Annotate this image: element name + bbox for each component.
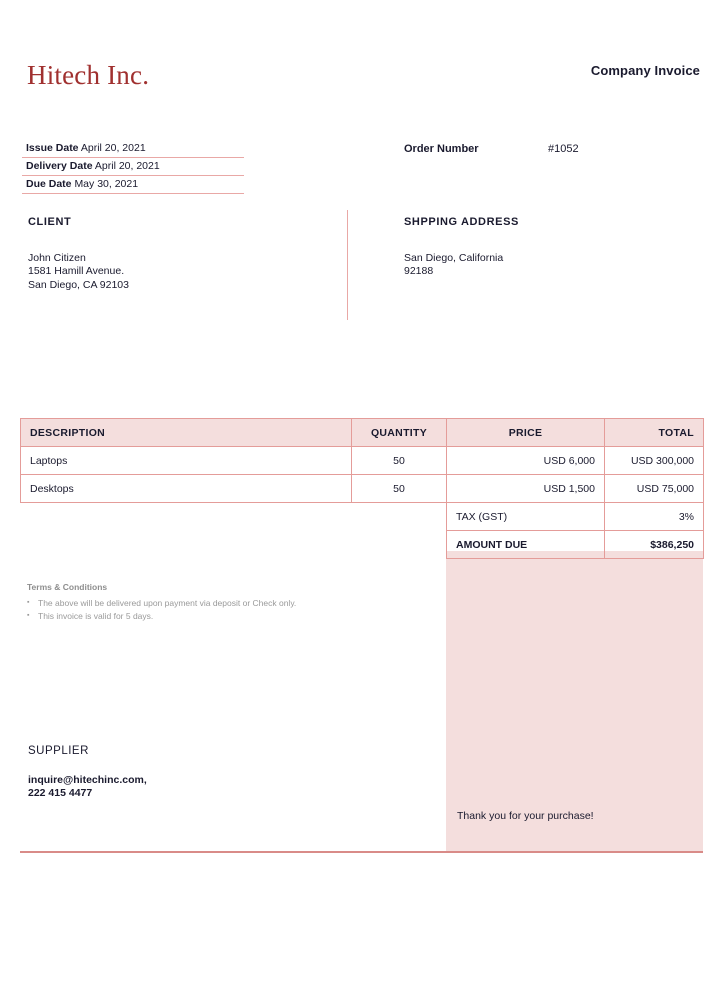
supplier-email: inquire@hitechinc.com, — [28, 774, 147, 786]
client-name: John Citizen — [28, 251, 86, 264]
tax-row — [21, 503, 704, 531]
supplier-phone: 222 415 4477 — [28, 787, 93, 799]
amount-due-value: $386,250 — [605, 531, 704, 559]
order-number-value: #1052 — [548, 143, 579, 155]
column-header-description: DESCRIPTION — [21, 419, 352, 447]
table-row — [21, 447, 704, 475]
issue-date-value: April 20, 2021 — [80, 142, 146, 154]
accent-panel — [446, 551, 703, 852]
section-divider — [347, 210, 348, 320]
footer-divider — [20, 851, 703, 853]
shipping-block — [404, 216, 519, 279]
terms-block — [27, 581, 427, 623]
list-item: ▪ This invoice is valid for 5 days. — [27, 610, 427, 623]
cell-description: Desktops — [21, 475, 352, 503]
supplier-contact-block — [28, 774, 147, 800]
client-city-state-zip: San Diego, CA 92103 — [28, 278, 129, 291]
client-street: 1581 Hamill Avenue. — [28, 265, 125, 277]
column-header-price: PRICE — [447, 419, 605, 447]
supplier-heading: SUPPLIER — [28, 745, 89, 757]
cell-total: USD 75,000 — [605, 475, 704, 503]
terms-heading: Terms & Conditions — [27, 582, 108, 592]
tax-value: 3% — [605, 503, 704, 531]
tax-label: TAX (GST) — [447, 503, 605, 531]
list-item: ▪ The above will be delivered upon payment via deposit or Check only. — [27, 597, 427, 610]
shipping-line-2: 92188 — [404, 265, 434, 277]
cell-quantity: 50 — [352, 447, 447, 475]
shipping-heading: SHPPING ADDRESS — [404, 216, 519, 228]
terms-list — [27, 597, 427, 623]
shipping-line-1: San Diego, California — [404, 251, 504, 264]
issue-date-row — [22, 140, 244, 158]
cell-description: Laptops — [21, 447, 352, 475]
delivery-date-row — [22, 158, 244, 176]
order-number-label: Order Number — [404, 143, 479, 155]
issue-date-label: Issue Date — [26, 142, 79, 154]
cell-total: USD 300,000 — [605, 447, 704, 475]
line-items-table — [20, 418, 704, 559]
column-header-quantity: QUANTITY — [352, 419, 447, 447]
spacer-cell — [21, 503, 447, 531]
delivery-date-value: April 20, 2021 — [94, 160, 160, 172]
table-row — [21, 475, 704, 503]
cell-quantity: 50 — [352, 475, 447, 503]
amount-due-row — [21, 531, 704, 559]
due-date-label: Due Date — [26, 178, 72, 190]
table-header-row — [21, 419, 704, 447]
document-title: Company Invoice — [590, 63, 700, 78]
client-heading: CLIENT — [28, 216, 72, 228]
column-header-total: TOTAL — [605, 419, 704, 447]
cell-price: USD 1,500 — [447, 475, 605, 503]
client-block — [28, 216, 129, 292]
delivery-date-label: Delivery Date — [26, 160, 93, 172]
dates-block — [22, 140, 244, 194]
spacer-cell — [21, 531, 447, 559]
due-date-row — [22, 176, 244, 194]
due-date-value: May 30, 2021 — [74, 178, 139, 190]
thank-you-message: Thank you for your purchase! — [457, 810, 594, 822]
amount-due-label: AMOUNT DUE — [447, 531, 605, 559]
company-logo-text: Hitech Inc. — [27, 60, 150, 90]
cell-price: USD 6,000 — [447, 447, 605, 475]
